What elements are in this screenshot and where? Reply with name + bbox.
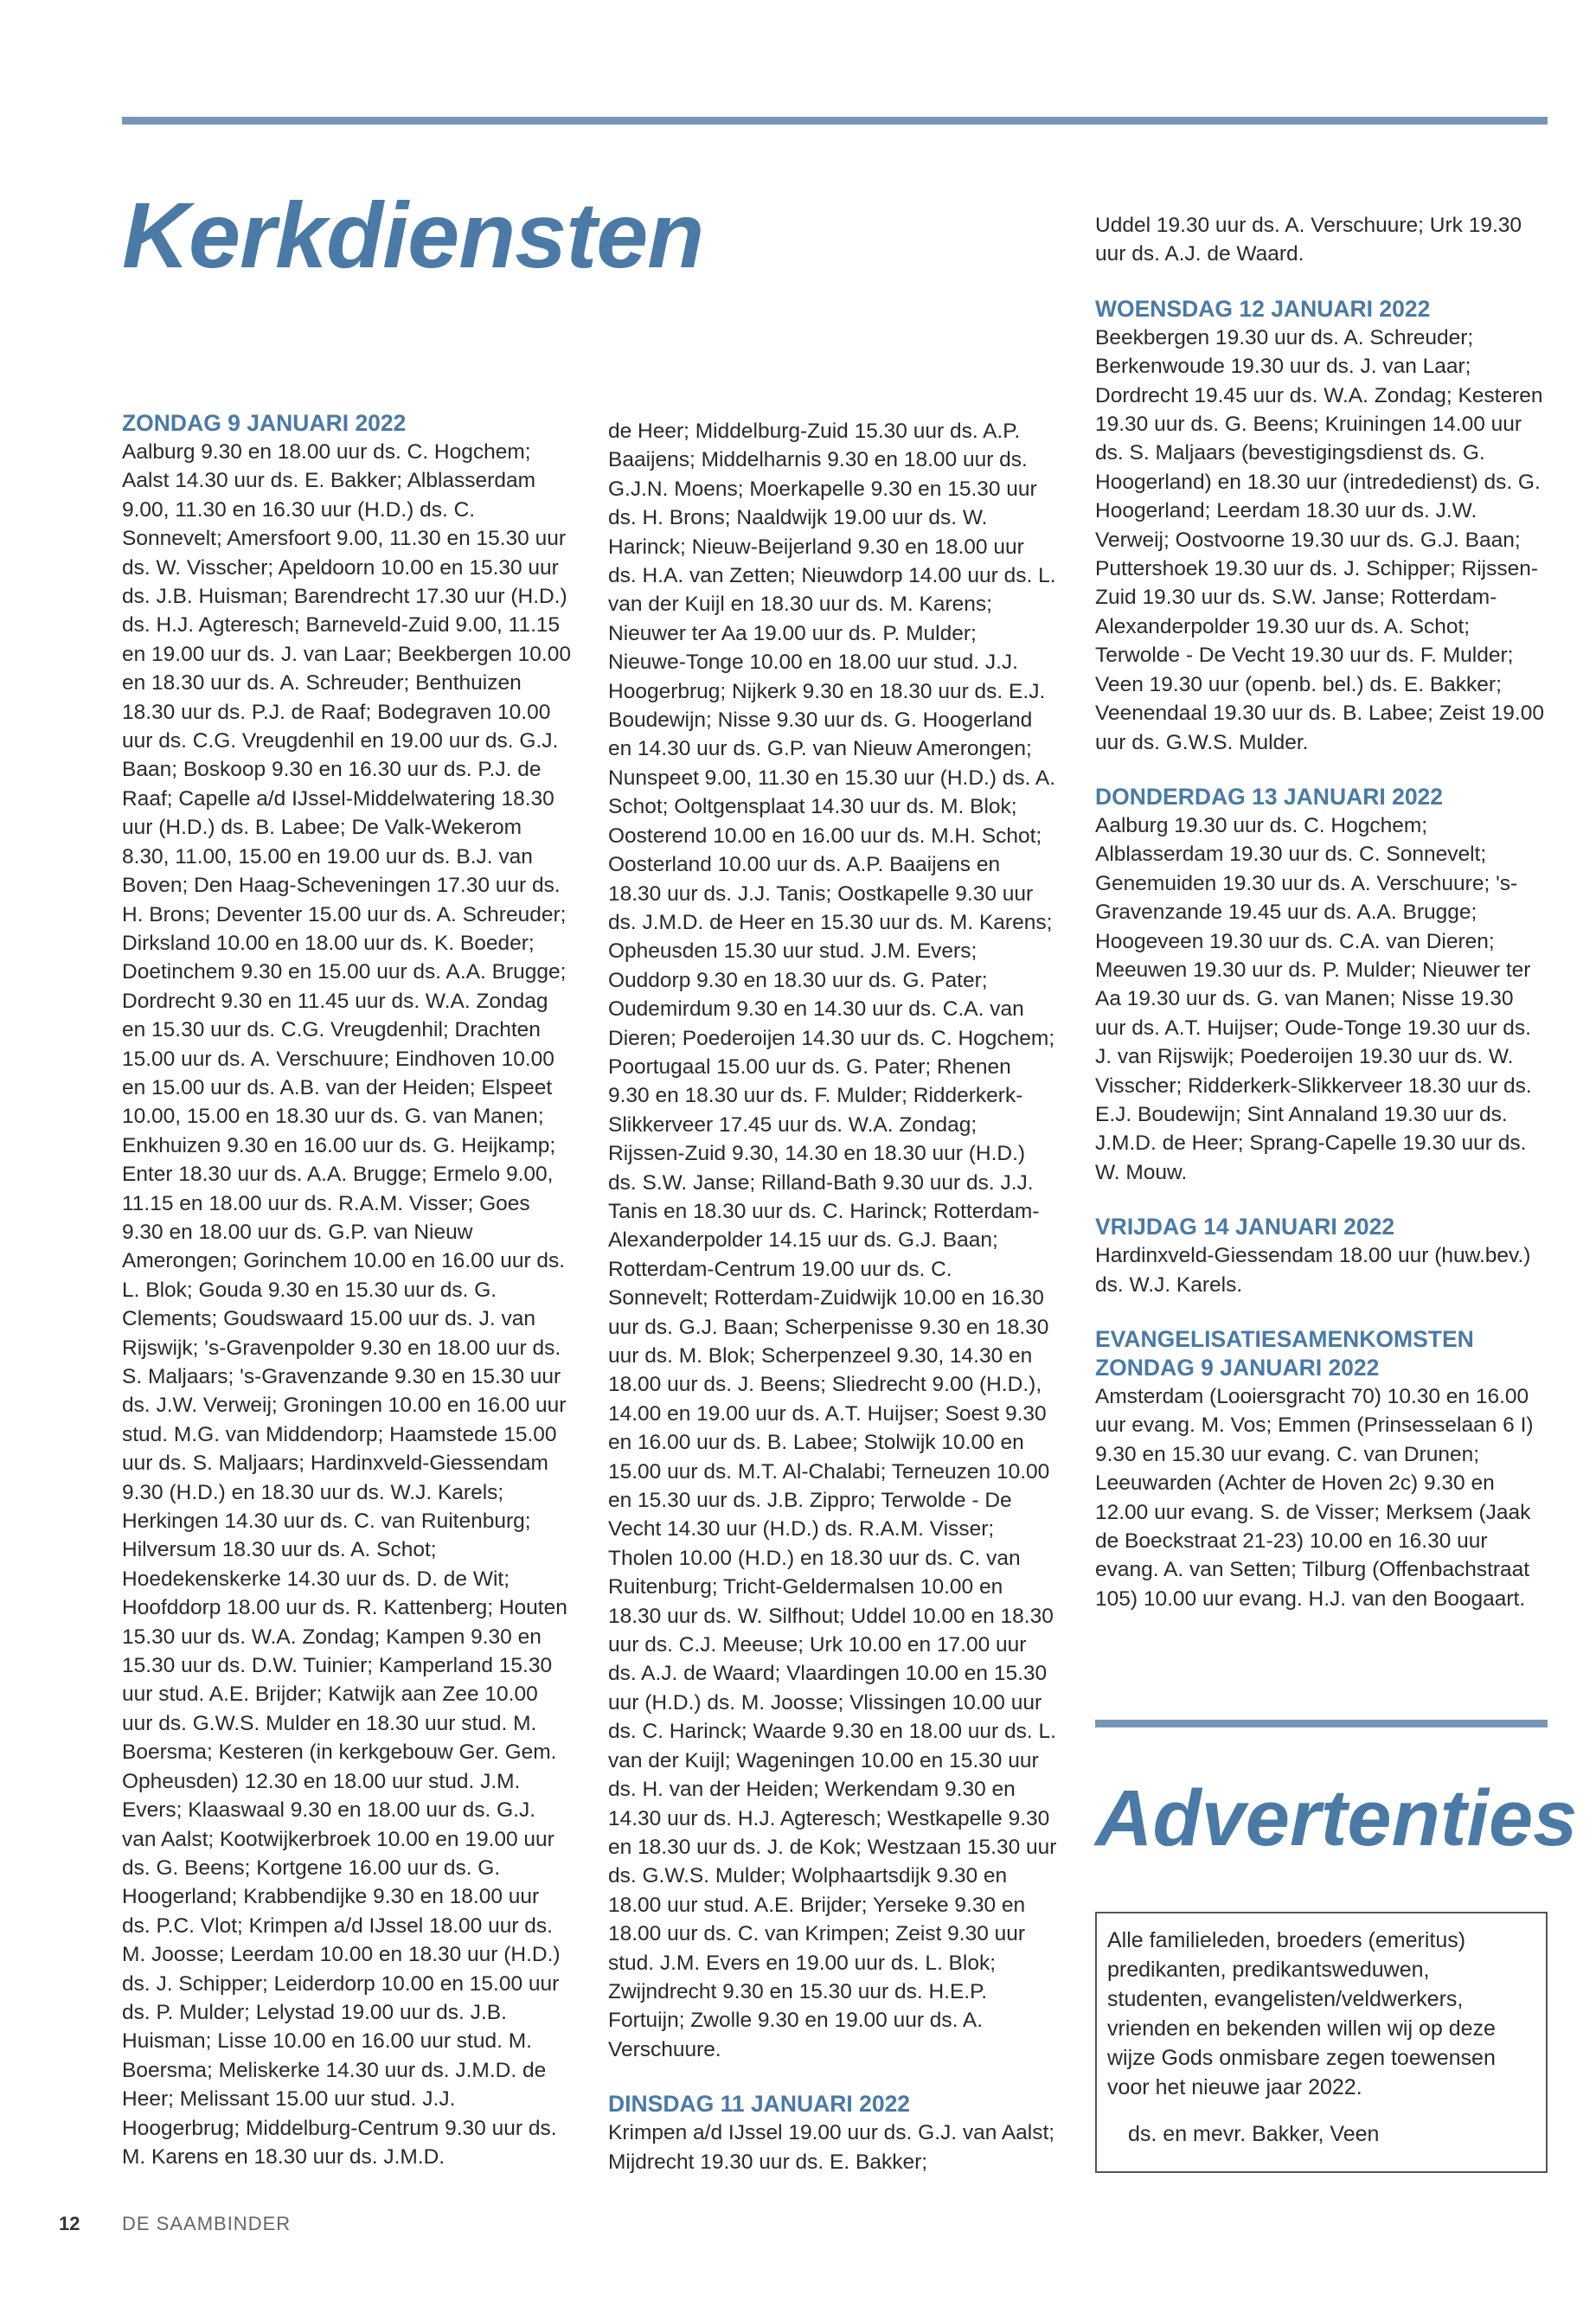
services-vrijdag: Hardinxveld-Giessendam 18.00 uur (huw.bev.) ds. W.J. Karels. [1095, 1244, 1531, 1297]
page-number: 12 [59, 2213, 80, 2234]
column-3 [1095, 211, 1545, 1613]
services-zondag-part2: de Heer; Middelburg-Zuid 15.30 uur ds. A.P. Baaijens; Middelharnis 9.30 en 18.00 uur ds. G.J.N. Moens; Moerkapelle 9.30 en 15.30 uur ds. H. Brons; Naaldwijk 19.00 uur ds. W. Harinck; Nieuw-Beijerland 9.30 en 18.00 uur ds. H.A. van Zetten; Nieuwdorp 14.00 uur ds. L. van der Kuijl en 18.30 uur ds. M. Karens; Nieuwer ter Aa 19.00 uur ds. P. Mulder; Nieuwe-Tonge 10.00 en 18.00 uur stud. J.J. Hoogerbrug; Nijkerk 9.30 en 18.30 uur ds. E.J. Boudewijn; Nisse 9.30 uur ds. G. Hoogerland en 14.30 uur ds. G.P. van Nieuw Amerongen; Nunspeet 9.00, 11.30 en 15.30 uur (H.D.) ds. A. Schot; Ooltgensplaat 14.30 uur ds. M. Blok; Oosterend 10.00 en 16.00 uur ds. M.H. Schot; Oosterland 10.00 uur ds. A.P. Baaijens en 18.30 uur ds. J.J. Tanis; Oostkapelle 9.30 uur ds. J.M.D. de Heer en 15.30 uur ds. M. Karens; Opheusden 15.30 uur stud. J.M. Evers; Ouddorp 9.30 en 18.30 uur ds. G. Pater; Oudemirdum 9.30 en 14.30 uur ds. C.A. van Dieren; Poederoijen 14.30 uur ds. C. Hogchem; Poortugaal 15.00 uur ds. G. Pater; Rhenen 9.30 en 18.30 uur ds. F. Mulder; Ridderkerk-Slikkerveer 17.45 uur ds. W.A. Zondag; Rijssen-Zuid 9.30, 14.30 en 18.30 uur (H.D.) ds. S.W. Janse; Rilland-Bath 9.30 uur ds. J.J. Tanis en 18.30 uur ds. C. Harinck; Rotterdam-Alexanderpolder 14.15 uur ds. G.J. Baan; Rotterdam-Centrum 19.00 uur ds. C. Sonnevelt; Rotterdam-Zuidwijk 10.00 en 16.30 uur ds. G.J. Baan; Scherpenisse 9.30 en 18.30 uur ds. M. Blok; Scherpenzeel 9.30, 14.30 en 18.00 uur ds. J. Beens; Sliedrecht 9.00 (H.D.), 14.00 en 19.00 uur ds. A.T. Huijser; Soest 9.30 en 16.00 uur ds. B. Labee; Stolwijk 10.00 en 15.00 uur ds. M.T. Al-Chalabi; Terneuzen 10.00 en 15.30 uur ds. J.B. Zippro; Terwolde - De Vecht 14.30 uur (H.D.) ds. R.A.M. Visser; Tholen 10.00 (H.D.) en 18.30 uur ds. C. van Ruitenburg; Tricht-Geldermalsen 10.00 en 18.30 uur ds. W. Silfhout; Uddel 10.00 en 18.30 uur ds. C.J. Meeuse; Urk 10.00 en 17.00 uur ds. A.J. de Waard; Vlaardingen 10.00 en 15.30 uur (H.D.) ds. M. Joosse; Vlissingen 10.00 uur ds. C. Harinck; Waarde 9.30 en 18.00 uur ds. L. van der Kuijl; Wageningen 10.00 en 15.30 uur ds. H. van der Heiden; Werkendam 9.30 en 14.30 uur ds. H.J. Agteresch; Westkapelle 9.30 en 18.30 uur ds. J. de Kok; Westzaan 15.30 uur ds. G.W.S. Mulder; Wolphaartsdijk 9.30 en 18.00 uur stud. A.E. Brijder; Yerseke 9.30 en 18.00 uur ds. C. van Krimpen; Zeist 9.30 uur stud. J.M. Evers en 19.00 uur ds. L. Blok; Zwijndrecht 9.30 en 15.30 uur ds. H.E.P. Fortuijn; Zwolle 9.30 en 19.00 uur ds. A. Verschuure. [608, 420, 1057, 2061]
heading-evangelisatie-date: ZONDAG 9 JANUARI 2022 [1095, 1355, 1380, 1381]
heading-vrijdag: VRIJDAG 14 JANUARI 2022 [1095, 1214, 1395, 1240]
advertentie-body: Alle familieleden, broeders (emeritus) predikanten, predikantsweduwen, studenten, evangelisten/veldwerkers, vrienden en bekenden willen wij op deze wijze Gods onmisbare zegen toewensen voor het nieuwe jaar 2022. [1107, 1928, 1496, 2099]
services-dinsdag-part2: Uddel 19.30 uur ds. A. Verschuure; Urk 19.30 uur ds. A.J. de Waard. [1095, 214, 1522, 266]
advertentie-box [1095, 1912, 1548, 2173]
page-title: Kerkdiensten [122, 183, 704, 287]
heading-evangelisatie: EVANGELISATIESAMENKOMSTEN [1095, 1326, 1474, 1352]
services-woensdag: Beekbergen 19.30 uur ds. A. Schreuder; Berkenwoude 19.30 uur ds. J. van Laar; Dordrecht 19.45 uur ds. W.A. Zondag; Kesteren 19.30 uur ds. G. Beens; Kruiningen 14.00 uur ds. S. Maljaars (bevestigingsdienst ds. G. Hoogerland) en 18.30 uur (intrededienst) ds. G. Hoogerland; Leerdam 18.30 uur ds. J.W. Verweij; Oostvoorne 19.30 uur ds. G.J. Baan; Puttershoek 19.30 uur ds. J. Schipper; Rijssen-Zuid 19.30 uur ds. S.W. Janse; Rotterdam-Alexanderpolder 19.30 uur ds. A. Schot; Terwolde - De Vecht 19.30 uur ds. F. Mulder; Veen 19.30 uur (openb. bel.) ds. E. Bakker; Veenendaal 19.30 uur ds. B. Labee; Zeist 19.00 uur ds. G.W.S. Mulder. [1095, 325, 1544, 754]
services-evangelisatie: Amsterdam (Looiersgracht 70) 10.30 en 16.00 uur evang. M. Vos; Emmen (Prinsesselaan 6 I) 9.30 en 15.30 uur evang. C. van Drunen; Leeuwarden (Achter de Hoven 2c) 9.30 en 12.00 uur evang. S. de Visser; Merksem (Jaak de Boeckstraat 21-23) 10.00 en 16.30 uur evang. A. van Setten; Tilburg (Offenbachstraat 105) 10.00 uur evang. H.J. van den Boogaart. [1095, 1385, 1534, 1611]
top-rule [122, 117, 1548, 125]
heading-donderdag: DONDERDAG 13 JANUARI 2022 [1095, 783, 1444, 810]
column-1 [122, 409, 572, 2171]
heading-woensdag: WOENSDAG 12 JANUARI 2022 [1095, 295, 1431, 322]
advertentie-signature: ds. en mevr. Bakker, Veen [1128, 2122, 1380, 2146]
services-zondag-part1: Aalburg 9.30 en 18.00 uur ds. C. Hogchem; Aalst 14.30 uur ds. E. Bakker; Alblasserdam 9.00, 11.30 en 16.30 uur (H.D.) ds. C. Sonnevelt; Amersfoort 9.00, 11.30 en 15.30 uur ds. W. Visscher; Apeldoorn 10.00 en 15.30 uur ds. J.B. Huisman; Barendrecht 17.30 uur (H.D.) ds. H.J. Agteresch; Barneveld-Zuid 9.00, 11.15 en 19.00 uur ds. J. van Laar; Beekbergen 10.00 en 18.30 uur ds. A. Schreuder; Benthuizen 18.30 uur ds. P.J. de Raaf; Bodegraven 10.00 uur ds. C.G. Vreugdenhil en 19.00 uur ds. G.J. Baan; Boskoop 9.30 en 16.30 uur ds. P.J. de Raaf; Capelle a/d IJssel-Middelwatering 18.30 uur (H.D.) ds. B. Labee; De Valk-Wekerom 8.30, 11.00, 15.00 en 19.00 uur ds. B.J. van Boven; Den Haag-Scheveningen 17.30 uur ds. H. Brons; Deventer 15.00 uur ds. A. Schreuder; Dirksland 10.00 en 18.00 uur ds. K. Boeder; Doetinchem 9.30 en 15.00 uur ds. A.A. Brugge; Dordrecht 9.30 en 11.45 uur ds. W.A. Zondag en 15.30 uur ds. C.G. Vreugdenhil; Drachten 15.00 uur ds. A. Verschuure; Eindhoven 10.00 en 15.00 uur ds. A.B. van der Heiden; Elspeet 10.00, 15.00 en 18.30 uur ds. G. van Manen; Enkhuizen 9.30 en 16.00 uur ds. G. Heijkamp; Enter 18.30 uur ds. A.A. Brugge; Ermelo 9.00, 11.15 en 18.00 uur ds. R.A.M. Visser; Goes 9.30 en 18.00 uur ds. G.P. van Nieuw Amerongen; Gorinchem 10.00 en 16.00 uur ds. L. Blok; Gouda 9.30 en 15.30 uur ds. G. Clements; Goudswaard 15.00 uur ds. J. van Rijswijk; 's-Gravenpolder 9.30 en 18.00 uur ds. S. Maljaars; 's-Gravenzande 9.30 en 15.30 uur ds. J.W. Verweij; Groningen 10.00 en 16.00 uur stud. M.G. van Middendorp; Haamstede 15.00 uur ds. S. Maljaars; Hardinxveld-Giessendam 9.30 (H.D.) en 18.30 uur ds. W.J. Karels; Herkingen 14.30 uur ds. C. van Ruitenburg; Hilversum 18.30 uur ds. A. Schot; Hoedekenskerke 14.30 uur ds. D. de Wit; Hoofddorp 18.00 uur ds. R. Kattenberg; Houten 15.30 uur ds. W.A. Zondag; Kampen 9.30 en 15.30 uur ds. D.W. Tuinier; Kamperland 15.30 uur stud. A.E. Brijder; Katwijk aan Zee 10.00 uur ds. G.W.S. Mulder en 18.30 uur stud. M. Boersma; Kesteren (in kerkgebouw Ger. Gem. Opheusden) 12.30 en 18.00 uur stud. J.M. Evers; Klaaswaal 9.30 en 18.00 uur ds. G.J. van Aalst; Kootwijkerbroek 10.00 en 19.00 uur ds. G. Beens; Kortgene 16.00 uur ds. G. Hoogerland; Krabbendijke 9.30 en 18.00 uur ds. P.C. Vlot; Krimpen a/d IJssel 18.00 uur ds. M. Joosse; Leerdam 10.00 en 18.30 uur (H.D.) ds. J. Schipper; Leiderdorp 10.00 en 15.00 uur ds. P. Mulder; Lelystad 19.00 uur ds. J.B. Huisman; Lisse 10.00 en 16.00 uur stud. M. Boersma; Meliskerke 14.30 uur ds. J.M.D. de Heer; Melissant 15.00 uur stud. J.J. Hoogerbrug; Middelburg-Centrum 9.30 uur ds. M. Karens en 18.30 uur ds. J.M.D. [122, 440, 571, 2169]
heading-dinsdag: DINSDAG 11 JANUARI 2022 [608, 2091, 911, 2118]
services-donderdag: Aalburg 19.30 uur ds. C. Hogchem; Alblasserdam 19.30 uur ds. C. Sonnevelt; Genemuiden 19.30 uur ds. A. Verschuure; 's-Gravenzande 19.45 uur ds. A.A. Brugge; Hoogeveen 19.30 uur ds. C.A. van Dieren; Meeuwen 19.30 uur ds. P. Mulder; Nieuwer ter Aa 19.30 uur ds. G. van Manen; Nisse 19.30 uur ds. A.T. Huijser; Oude-Tonge 19.30 uur ds. J. van Rijswijk; Poederoijen 19.30 uur ds. W. Visscher; Ridderkerk-Slikkerveer 18.30 uur ds. E.J. Boudewijn; Sint Annaland 19.30 uur ds. J.M.D. de Heer; Sprang-Capelle 19.30 uur ds. W. Mouw. [1095, 813, 1532, 1184]
publication-name: DE SAAMBINDER [122, 2213, 292, 2234]
advertenties-title: Advertenties [1095, 1774, 1578, 1862]
services-dinsdag-part1: Krimpen a/d IJssel 19.00 uur ds. G.J. van Aalst; Mijdrecht 19.30 uur ds. E. Bakker; [608, 2121, 1055, 2174]
heading-zondag: ZONDAG 9 JANUARI 2022 [122, 410, 407, 436]
advertenties-rule [1095, 1720, 1548, 1727]
column-2 [608, 417, 1058, 2176]
